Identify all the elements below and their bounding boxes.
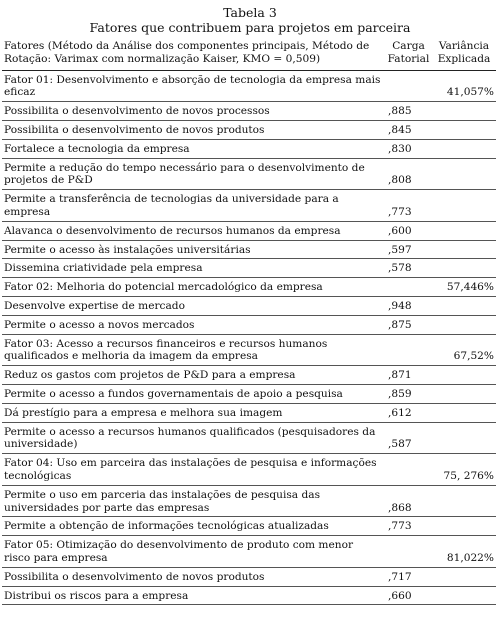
factor-loading: ,578 — [385, 259, 432, 278]
explained-variance — [432, 190, 496, 222]
item-description: Dissemina criatividade pela empresa — [2, 259, 385, 278]
factor-loading: ,660 — [385, 586, 432, 605]
table-row — [2, 586, 496, 605]
explained-variance — [432, 422, 496, 454]
table-caption — [0, 0, 500, 35]
explained-variance: 57,446% — [432, 278, 496, 297]
factor-loading: ,600 — [385, 221, 432, 240]
table-row — [2, 139, 496, 158]
item-description: Permite o uso em parceria das instalações de pesquisa das universidades por parte das empresas — [2, 485, 385, 517]
explained-variance — [432, 296, 496, 315]
item-description: Possibilita o desenvolvimento de novos processos — [2, 102, 385, 121]
explained-variance — [432, 259, 496, 278]
explained-variance — [432, 139, 496, 158]
item-description: Possibilita o desenvolvimento de novos produtos — [2, 120, 385, 139]
table-row — [2, 296, 496, 315]
factor-loading — [385, 70, 432, 102]
item-description: Permite o acesso às instalações universitárias — [2, 240, 385, 259]
factor-row — [2, 278, 496, 297]
header-loading: Carga Fatorial — [385, 40, 432, 70]
explained-variance — [432, 586, 496, 605]
item-description: Fortalece a tecnologia da empresa — [2, 139, 385, 158]
header-description: Fatores (Método da Análise dos componentes principais, Método de Rotação: Varimax com normalização Kaiser, KMO = 0,509) — [2, 40, 385, 70]
table-row — [2, 259, 496, 278]
table-row — [2, 485, 496, 517]
factor-description: Fator 03: Acesso a recursos financeiros e recursos humanos qualificados e melhoria da imagem da empresa — [2, 334, 385, 366]
explained-variance — [432, 158, 496, 190]
factor-loading: ,859 — [385, 384, 432, 403]
item-description: Permite o acesso a novos mercados — [2, 315, 385, 334]
item-description: Permite o acesso a fundos governamentais de apoio a pesquisa — [2, 384, 385, 403]
table-row — [2, 517, 496, 536]
factor-loading: ,868 — [385, 485, 432, 517]
item-description: Permite a redução do tempo necessário para o desenvolvimento de projetos de P&D — [2, 158, 385, 190]
table-row — [2, 567, 496, 586]
explained-variance: 41,057% — [432, 70, 496, 102]
table-row — [2, 366, 496, 385]
factor-row — [2, 454, 496, 486]
factor-row — [2, 70, 496, 102]
explained-variance — [432, 384, 496, 403]
factor-loading: ,587 — [385, 422, 432, 454]
item-description: Reduz os gastos com projetos de P&D para a empresa — [2, 366, 385, 385]
table-title: Fatores que contribuem para projetos em parceira — [89, 20, 411, 35]
factor-loading — [385, 536, 432, 568]
factor-loading: ,885 — [385, 102, 432, 121]
factor-loading: ,612 — [385, 403, 432, 422]
item-description: Possibilita o desenvolvimento de novos produtos — [2, 567, 385, 586]
factor-description: Fator 01: Desenvolvimento e absorção de tecnologia da empresa mais eficaz — [2, 70, 385, 102]
header-row — [2, 40, 496, 70]
table-row — [2, 403, 496, 422]
factor-loading: ,845 — [385, 120, 432, 139]
item-description: Permite a transferência de tecnologias da universidade para a empresa — [2, 190, 385, 222]
header-variance: Variância Explicada — [432, 40, 496, 70]
explained-variance: 81,022% — [432, 536, 496, 568]
factor-table — [2, 40, 496, 605]
explained-variance — [432, 102, 496, 121]
factor-description: Fator 04: Uso em parceira das instalações de pesquisa e informações tecnológicas — [2, 454, 385, 486]
factor-loading — [385, 278, 432, 297]
explained-variance — [432, 403, 496, 422]
item-description: Permite o acesso a recursos humanos qualificados (pesquisadores da universidade) — [2, 422, 385, 454]
factor-loading — [385, 334, 432, 366]
explained-variance — [432, 240, 496, 259]
factor-loading: ,773 — [385, 190, 432, 222]
explained-variance — [432, 517, 496, 536]
explained-variance: 67,52% — [432, 334, 496, 366]
item-description: Alavanca o desenvolvimento de recursos humanos da empresa — [2, 221, 385, 240]
table-row — [2, 102, 496, 121]
factor-loading: ,830 — [385, 139, 432, 158]
explained-variance — [432, 315, 496, 334]
explained-variance — [432, 221, 496, 240]
table-body — [2, 70, 496, 605]
factor-loading: ,717 — [385, 567, 432, 586]
factor-loading: ,808 — [385, 158, 432, 190]
item-description: Dá prestígio para a empresa e melhora sua imagem — [2, 403, 385, 422]
explained-variance — [432, 120, 496, 139]
table-row — [2, 158, 496, 190]
factor-loading: ,597 — [385, 240, 432, 259]
explained-variance: 75, 276% — [432, 454, 496, 486]
table-row — [2, 120, 496, 139]
explained-variance — [432, 366, 496, 385]
factor-loading — [385, 454, 432, 486]
factor-description: Fator 02: Melhoria do potencial mercadológico da empresa — [2, 278, 385, 297]
table-number: Tabela 3 — [223, 5, 277, 20]
explained-variance — [432, 485, 496, 517]
factor-description: Fator 05: Otimização do desenvolvimento de produto com menor risco para empresa — [2, 536, 385, 568]
explained-variance — [432, 567, 496, 586]
table-row — [2, 384, 496, 403]
table-row — [2, 315, 496, 334]
item-description: Distribui os riscos para a empresa — [2, 586, 385, 605]
factor-row — [2, 334, 496, 366]
item-description: Permite a obtenção de informações tecnológicas atualizadas — [2, 517, 385, 536]
item-description: Desenvolve expertise de mercado — [2, 296, 385, 315]
table-row — [2, 221, 496, 240]
table-row — [2, 240, 496, 259]
factor-loading: ,773 — [385, 517, 432, 536]
table-row — [2, 190, 496, 222]
table-row — [2, 422, 496, 454]
factor-row — [2, 536, 496, 568]
factor-loading: ,875 — [385, 315, 432, 334]
factor-loading: ,871 — [385, 366, 432, 385]
factor-loading: ,948 — [385, 296, 432, 315]
